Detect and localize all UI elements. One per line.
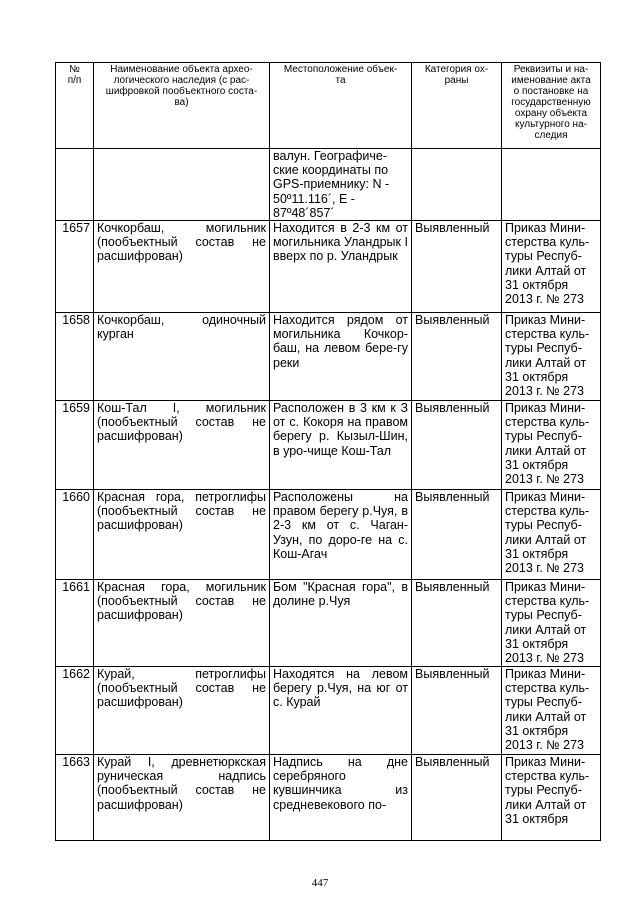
cell-number: 1659: [56, 401, 94, 490]
cell-category: Выявленный: [412, 401, 502, 490]
cell-object-name: Красная гора, могильник (пообъектный состав не расшифрован): [94, 580, 270, 667]
table-row: [56, 313, 601, 401]
cell-object-name: Кочкорбаш, могильник (пообъектный состав не расшифрован): [94, 221, 270, 313]
cell-category: Выявленный: [412, 490, 502, 580]
header-act-details: Реквизиты и на- именование акта о постановке на государственную охрану объекта культурного на- следия: [502, 63, 601, 149]
cell-act-details: Приказ Мини- стерства куль- туры Респуб- лики Алтай от 31 октября 2013 г. № 273: [502, 580, 601, 667]
cell-act-details: Приказ Мини- стерства куль- туры Респуб- лики Алтай от 31 октября: [502, 755, 601, 841]
cell-location: Находятся на левом берегу р.Чуя, на юг от с. Курай: [270, 667, 412, 755]
table-header-row: [56, 63, 601, 149]
cell-number: 1658: [56, 313, 94, 401]
cell-object-name: Кочкорбаш, одиночный курган: [94, 313, 270, 401]
table-row: [56, 580, 601, 667]
cell-location: Расположен в 3 км к З от с. Кокоря на правом берегу р. Кызыл-Шин, в уро-чище Кош-Тал: [270, 401, 412, 490]
cell-object-name: [94, 149, 270, 221]
cell-location: Бом "Красная гора", в долине р.Чуя: [270, 580, 412, 667]
cell-object-name: Курай I, древнетюркская руническая надпись (пообъектный состав не расшифрован): [94, 755, 270, 841]
header-category: Категория ох- раны: [412, 63, 502, 149]
cell-category: Выявленный: [412, 221, 502, 313]
header-object-name: Наименование объекта архео- логического наследия (с рас- шифровкой пообъектного соста- ва): [94, 63, 270, 149]
cell-number: 1657: [56, 221, 94, 313]
table-row: [56, 667, 601, 755]
page-number: 447: [311, 877, 329, 889]
cell-object-name: Курай, петроглифы (пообъектный состав не расшифрован): [94, 667, 270, 755]
cell-object-name: Кош-Тал I, могильник (пообъектный состав не расшифрован): [94, 401, 270, 490]
cell-number: 1661: [56, 580, 94, 667]
cell-act-details: Приказ Мини- стерства куль- туры Респуб- лики Алтай от 31 октября 2013 г. № 273: [502, 490, 601, 580]
cell-act-details: Приказ Мини- стерства куль- туры Респуб- лики Алтай от 31 октября 2013 г. № 273: [502, 221, 601, 313]
header-location: Местоположение объек- та: [270, 63, 412, 149]
cell-category: Выявленный: [412, 580, 502, 667]
cell-location: Находится рядом от могильника Кочкор-баш, на левом бере-гу реки: [270, 313, 412, 401]
cell-location: Находится в 2-3 км от могильника Уландрык I вверх по р. Уландрык: [270, 221, 412, 313]
cell-category: Выявленный: [412, 313, 502, 401]
cell-number: 1663: [56, 755, 94, 841]
table-row: [56, 755, 601, 841]
cell-number: 1660: [56, 490, 94, 580]
heritage-registry-table: [55, 62, 601, 841]
table-row: [56, 401, 601, 490]
cell-act-details: Приказ Мини- стерства куль- туры Респуб- лики Алтай от 31 октября 2013 г. № 273: [502, 401, 601, 490]
cell-category: Выявленный: [412, 755, 502, 841]
cell-act-details: Приказ Мини- стерства куль- туры Респуб- лики Алтай от 31 октября 2013 г. № 273: [502, 667, 601, 755]
cell-act-details: Приказ Мини- стерства куль- туры Респуб- лики Алтай от 31 октября 2013 г. № 273: [502, 313, 601, 401]
table-row-continuation: [56, 149, 601, 221]
cell-location: Расположены на правом берегу р.Чуя, в 2-3 км от с. Чаган-Узун, по доро-ге на с. Кош-Агач: [270, 490, 412, 580]
table-row: [56, 221, 601, 313]
cell-location: валун. Географиче- ские координаты по GPS-приемнику: N - 50º11.116´, E - 87º48´857´: [270, 149, 412, 221]
cell-number: 1662: [56, 667, 94, 755]
cell-act-details: [502, 149, 601, 221]
cell-location: Надпись на дне серебряного кувшинчика из средневекового по-: [270, 755, 412, 841]
cell-category: [412, 149, 502, 221]
cell-category: Выявленный: [412, 667, 502, 755]
header-number: № п/п: [56, 63, 94, 149]
table-row: [56, 490, 601, 580]
cell-number: [56, 149, 94, 221]
cell-object-name: Красная гора, петроглифы (пообъектный состав не расшифрован): [94, 490, 270, 580]
